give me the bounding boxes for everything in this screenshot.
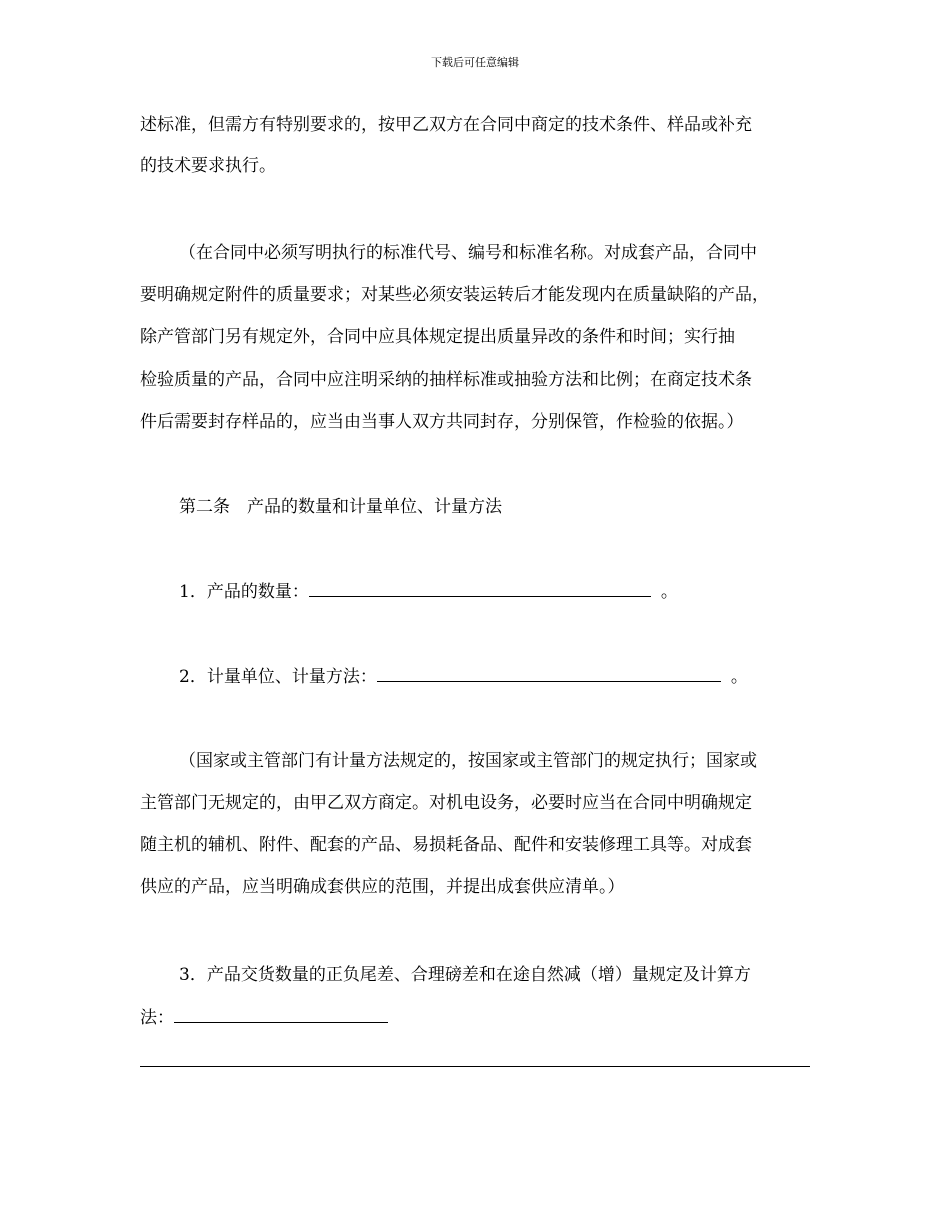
paragraph-2-line-3: 除产管部门另有规定外，合同中应具体规定提出质量异改的条件和时间；实行抽 [140, 327, 735, 347]
item-2-end: 。 [730, 667, 748, 687]
paragraph-3-line-3: 随主机的辅机、附件、配套的产品、易损耗备品、配件和安装修理工具等。对成套 [140, 835, 752, 855]
item-2-label: 2．计量单位、计量方法： [179, 667, 377, 687]
item-1-label: 1．产品的数量： [179, 582, 309, 602]
full-width-fill-in-line [140, 1066, 810, 1067]
unit-method-fill-in-blank [377, 665, 721, 682]
item-3-label: 法： [140, 1008, 174, 1028]
paragraph-1-line-1: 述标准，但需方有特别要求的，按甲乙双方在合同中商定的技术条件、样品或补充 [140, 115, 752, 135]
tolerance-fill-in-blank [174, 1006, 388, 1023]
item-3-line-2 [140, 1006, 388, 1029]
paragraph-2-line-5: 件后需要封存样品的，应当由当事人双方共同封存，分别保管，作检验的依据。） [140, 412, 744, 432]
article-2-title: 第二条 产品的数量和计量单位、计量方法 [179, 497, 502, 517]
quantity-fill-in-blank [309, 580, 651, 597]
item-3-line-1: 3．产品交货数量的正负尾差、合理磅差和在途自然减（增）量规定及计算方 [179, 965, 751, 985]
paragraph-3-line-1: （国家或主管部门有计量方法规定的，按国家或主管部门的规定执行；国家或 [179, 751, 757, 771]
paragraph-2-line-4: 检验质量的产品，合同中应注明采纳的抽样标准或抽验方法和比例；在商定技术条 [140, 370, 752, 390]
page-header: 下载后可任意编辑 [431, 56, 519, 69]
paragraph-2-line-2: 要明确规定附件的质量要求；对某些必须安装运转后才能发现内在质量缺陷的产品， [140, 285, 769, 305]
item-2-unit-method [179, 665, 748, 688]
item-1-quantity [179, 580, 678, 603]
item-1-end: 。 [660, 582, 678, 602]
paragraph-3-line-2: 主管部门无规定的，由甲乙双方商定。对机电设务，必要时应当在合同中明确规定 [140, 793, 752, 813]
paragraph-1-line-2: 的技术要求执行。 [140, 156, 276, 176]
paragraph-2-line-1: （在合同中必须写明执行的标准代号、编号和标准名称。对成套产品，合同中 [179, 243, 757, 263]
paragraph-3-line-4: 供应的产品，应当明确成套供应的范围，并提出成套供应清单。） [140, 877, 625, 897]
